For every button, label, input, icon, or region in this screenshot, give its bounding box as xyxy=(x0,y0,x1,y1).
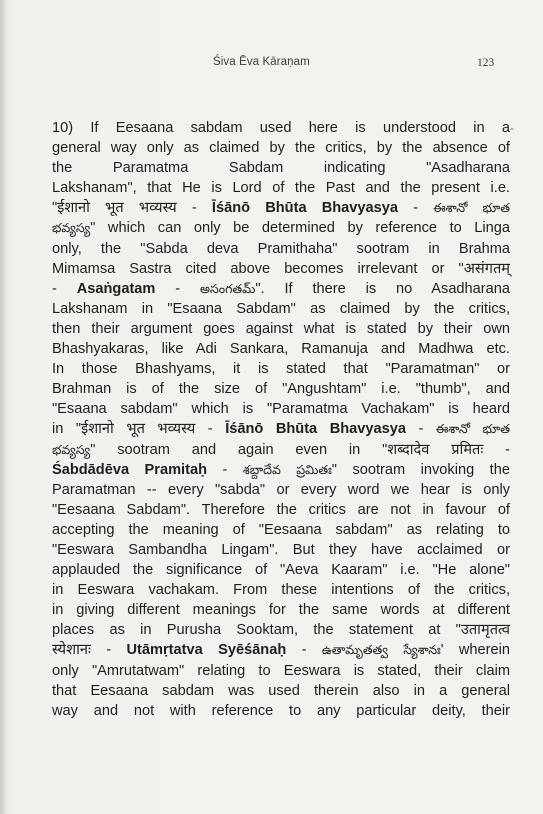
text-line xyxy=(52,299,510,319)
text-run: 10) If Eesaana sabdam used here is understood in a xyxy=(52,120,510,136)
text-run: Lakshanam in "Esaana Sabdam" as claimed by the critics, xyxy=(52,300,510,317)
text-run: - xyxy=(398,200,434,217)
text-run: "Eeswara Sambandha Lingam". But they have acclaimed or xyxy=(52,541,510,558)
text-line xyxy=(52,440,510,460)
text-line xyxy=(52,198,510,218)
text-run: accepting the meaning of "Eesaana sabdam" as relating to xyxy=(52,521,510,538)
text-run: "Eesaana Sabdam". Therefore the critics are not in favour of xyxy=(52,501,510,518)
text-line xyxy=(52,359,510,379)
transliteration-run: Īśānō Bhūta Bhavyasya xyxy=(211,200,398,217)
text-line xyxy=(52,419,510,439)
header-title: Śiva Ēva Kāraṇam xyxy=(213,56,310,68)
text-run: "Esaana sabdam" which is "Paramatma Vachakam" is heard xyxy=(52,401,510,418)
text-run: the Paramatma Sabdam indicating "Asadharana xyxy=(52,160,510,177)
text-run: Bhashyakaras, like Adi Sankara, Ramanuja and Madhwa etc. xyxy=(52,341,510,358)
body-paragraph xyxy=(52,118,510,721)
text-run: - xyxy=(52,280,77,297)
text-line xyxy=(52,560,510,580)
telugu-script-run: భవ్యస్య xyxy=(52,441,91,457)
text-run: only "Amrutatwam" relating to Eeswara is stated, their claim xyxy=(52,662,510,679)
text-line xyxy=(52,218,510,238)
text-run: Lakshanam", that He is Lord of the Past and the present i.e. xyxy=(52,180,510,197)
transliteration-run: Īśānō Bhūta Bhavyasya xyxy=(225,421,406,438)
text-line xyxy=(52,118,510,138)
text-line xyxy=(52,681,510,701)
page-number: 123 xyxy=(477,57,495,69)
text-run: - xyxy=(286,642,322,659)
telugu-script-run: భవ్యస్య xyxy=(52,220,91,236)
text-line xyxy=(52,600,510,620)
text-line xyxy=(52,399,510,419)
text-run: - xyxy=(405,421,436,438)
text-run: that Eesaana sabdam was used therein also in a general xyxy=(52,682,510,699)
telugu-script-run: అసంగతమ్ xyxy=(200,280,256,296)
transliteration-run: Asaṅgatam xyxy=(76,280,156,297)
text-line xyxy=(52,379,510,399)
text-run: - xyxy=(155,280,201,297)
transliteration-run: Śabdādēva Pramitaḥ xyxy=(52,461,207,478)
text-line xyxy=(52,460,510,480)
text-line xyxy=(52,319,510,339)
text-run: "ईशानो भूत भव्यस्य - xyxy=(52,200,212,217)
text-run: in giving different meanings for the same words at different xyxy=(52,602,510,619)
text-line xyxy=(52,661,510,681)
text-line xyxy=(52,580,510,600)
text-line xyxy=(52,520,510,540)
text-run: way and not with reference to any particular deity, their xyxy=(52,702,510,719)
text-run: " which can only be determined by reference to Linga xyxy=(90,220,510,237)
text-run: ' wherein xyxy=(440,642,510,659)
text-run: applauded the significance of "Aeva Kaaram" i.e. "He alone" xyxy=(52,562,510,579)
text-run: general way only as claimed by the critics, by the absence of xyxy=(52,140,510,157)
margin-mark: - xyxy=(510,123,514,135)
text-line xyxy=(52,259,510,279)
text-line xyxy=(52,540,510,560)
text-line xyxy=(52,138,510,158)
text-run: ". If there is no Asadharana xyxy=(255,280,510,297)
text-run: Mimamsa Sastra cited above becomes irrelevant or "असंगतम् xyxy=(52,260,510,277)
text-line xyxy=(52,239,510,259)
transliteration-run: Utāmṛtatva Syēśānaḥ xyxy=(126,642,287,659)
telugu-script-run: ఉతామృతత్వ స్యేశానః xyxy=(321,642,441,658)
text-run: स्येशानः - xyxy=(52,642,127,659)
text-line xyxy=(52,339,510,359)
text-run: places as in Purusha Sooktam, the statement at "उतामृतत्व xyxy=(52,622,510,639)
text-line xyxy=(52,620,510,640)
running-header xyxy=(0,56,543,74)
text-line xyxy=(52,279,510,299)
text-line xyxy=(52,500,510,520)
telugu-script-run: ఈశానో భూత xyxy=(433,200,510,216)
text-line xyxy=(52,158,510,178)
telugu-script-run: శబ్దాదేవ ప్రమితః xyxy=(242,461,332,477)
text-line xyxy=(52,480,510,500)
text-line xyxy=(52,178,510,198)
text-run: then their argument goes against what is stated by their own xyxy=(52,320,510,337)
text-line xyxy=(52,701,510,721)
text-run: - xyxy=(207,461,243,478)
text-run: Brahman is of the size of "Angushtam" i.e. "thumb", and xyxy=(52,381,510,398)
text-run: in "ईशानो भूत भव्यस्य - xyxy=(52,421,226,438)
text-run: " sootram and again even in "शब्दादेव प्रमितः - xyxy=(90,441,510,458)
text-run: In those Bhashyams, it is stated that "Paramatman" or xyxy=(52,361,510,378)
text-run: only, the "Sabda deva Pramithaha" sootram in Brahma xyxy=(52,240,510,257)
text-line xyxy=(52,640,510,660)
text-run: Paramatman -- every "sabda" or every word we hear is only xyxy=(52,481,510,498)
text-run: " sootram invoking the xyxy=(331,461,510,478)
telugu-script-run: ఈశానో భూత xyxy=(435,421,510,437)
text-run: in Eeswara vachakam. From these intentions of the critics, xyxy=(52,582,510,599)
page-binding-edge xyxy=(0,0,6,814)
